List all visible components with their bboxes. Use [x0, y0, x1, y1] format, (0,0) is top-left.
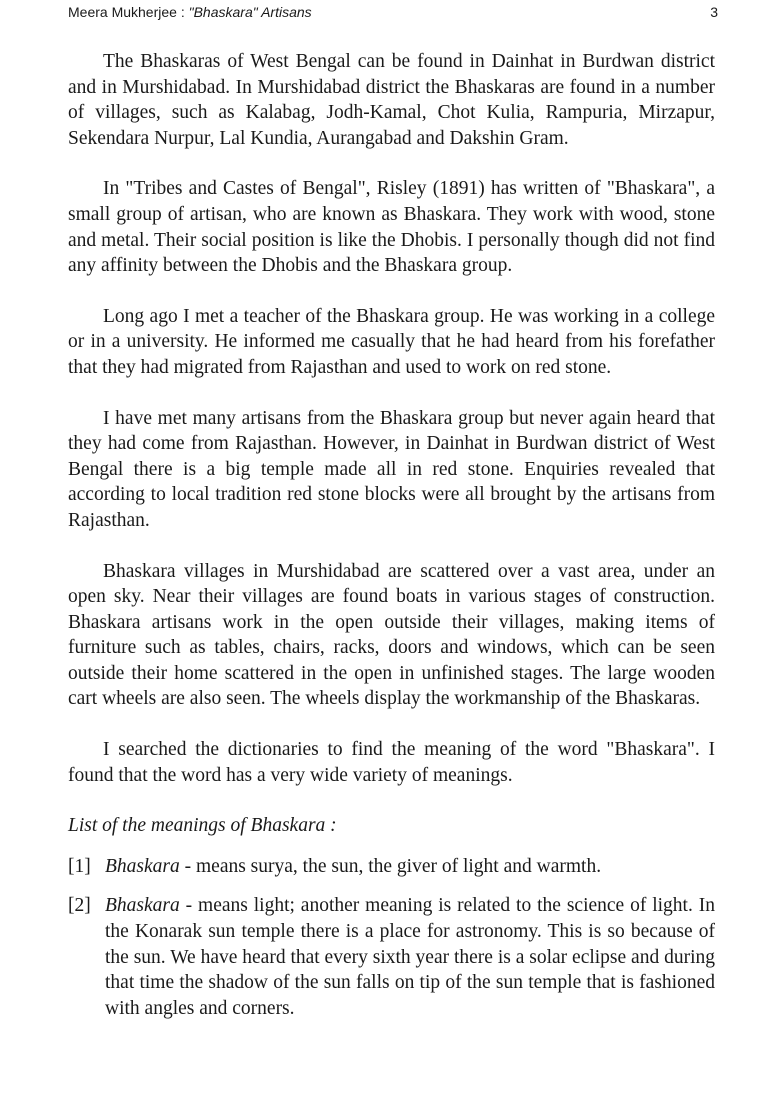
list-item-term: Bhaskara — [105, 855, 180, 877]
page-number: 3 — [710, 4, 718, 20]
list-item-2 — [68, 893, 715, 1021]
paragraph-3: Long ago I met a teacher of the Bhaskara group. He was working in a college or in a university. He informed me casually that he had heard from his forefather that they had migrated from Rajasthan and used to work on red stone. — [68, 305, 715, 378]
header-book-title: "Bhaskara" Artisans — [188, 4, 312, 20]
list-heading: List of the meanings of Bhaskara : — [68, 815, 337, 837]
header-title — [68, 2, 312, 22]
list-item-text: - means surya, the sun, the giver of light and warmth. — [179, 855, 602, 877]
paragraph-6: I searched the dictionaries to find the meaning of the word "Bhaskara". I found that the word has a very wide variety of meanings. — [68, 739, 715, 786]
running-header — [68, 2, 718, 24]
header-author: Meera Mukherjee : — [68, 4, 189, 20]
paragraph-4: I have met many artisans from the Bhaskara group but never again heard that they had come from Rajasthan. However, in Dainhat in Burdwan district of West Bengal there is a big temple made all in red stone. Enquiries revealed that according to local tradition red stone blocks were all brought by the artisans from Rajasthan. — [68, 407, 715, 531]
body-text — [68, 49, 715, 1035]
list-item-term: Bhaskara — [105, 895, 180, 917]
paragraph-5: Bhaskara villages in Murshidabad are scattered over a vast area, under an open sky. Near their villages are found boats in various stages of construction. Bhaskara artisans work in the open outside their villages, making items of furniture such as tables, chairs, racks, doors and windows, which can be seen outside their home scattered in the open in unfinished stages. The large wooden cart wheels are also seen. The wheels display the workmanship of the Bhaskaras. — [68, 560, 715, 710]
paragraph-1: The Bhaskaras of West Bengal can be found in Dainhat in Burdwan district and in Murshidabad. In Murshidabad district the Bhaskaras are found in a number of villages, such as Kalabag, Jodh-Kamal, Chot Kulia, Rampuria, Mirzapur, Sekendara Nurpur, Lal Kundia, Aurangabad and Dakshin Gram. — [68, 51, 715, 149]
list-item-number: [1] — [68, 855, 91, 877]
list-item-number: [2] — [68, 895, 91, 917]
list-item-text: - means light; another meaning is related to the science of light. In the Konarak sun temple there is a place for astronomy. This is so because of the sun. We have heard that every sixth year there is a solar eclipse and during that time the shadow of the sun falls on tip of the sun temple that is fashioned with angles and corners. — [105, 895, 715, 1019]
list-item-1 — [68, 854, 715, 880]
paragraph-2: In "Tribes and Castes of Bengal", Risley (1891) has written of "Bhaskara", a small group of artisan, who are known as Bhaskara. They work with wood, stone and metal. Their social position is like the Dhobis. I personally though did not find any affinity between the Dhobis and the Bhaskara group. — [68, 178, 715, 277]
